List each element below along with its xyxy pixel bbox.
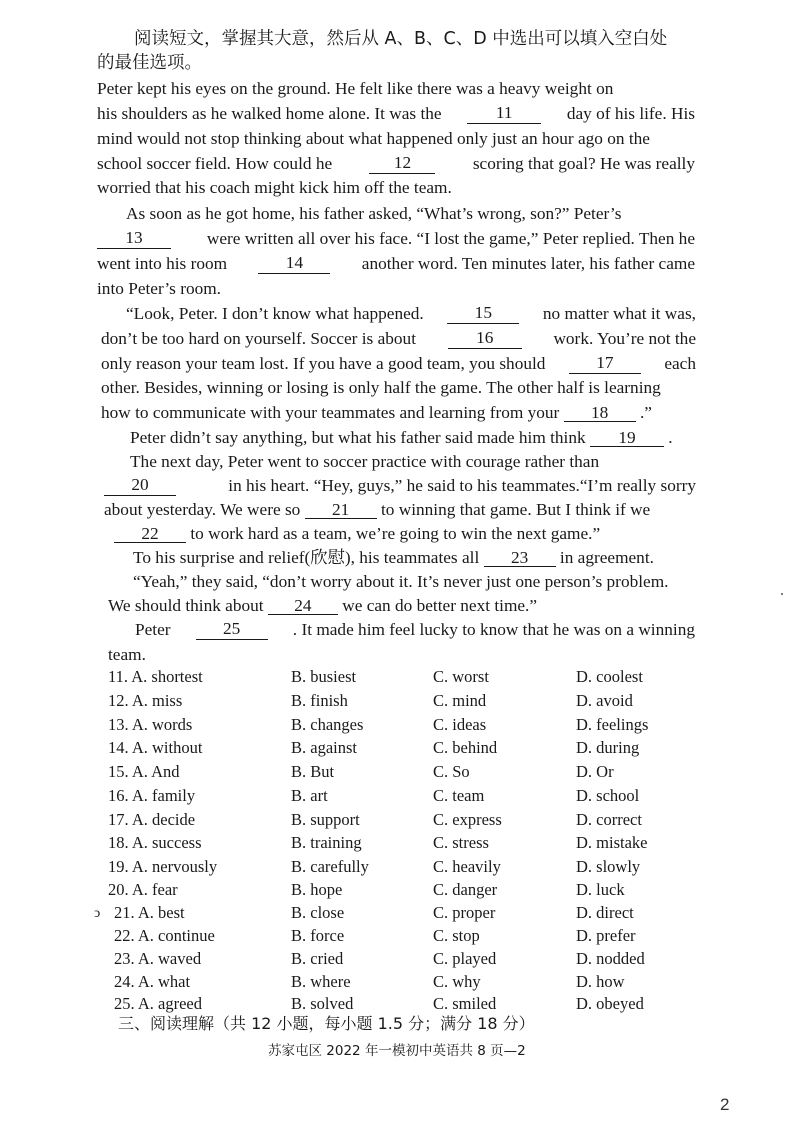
- option-19-a[interactable]: 19. A. nervously: [108, 857, 218, 876]
- option-25-b[interactable]: B. solved: [291, 994, 354, 1013]
- blank-21[interactable]: 21: [305, 501, 377, 519]
- instruction-line-1: 阅读短文，掌握其大意，然后从 A、B、C、D 中选出可以填入空白处: [134, 29, 668, 49]
- option-21-d[interactable]: D. direct: [576, 903, 634, 922]
- option-11-a[interactable]: 11. A. shortest: [108, 667, 203, 686]
- passage-line: 13 were written all over his face. “I lost the game,” Peter replied. Then he: [97, 229, 695, 249]
- option-22-d[interactable]: D. prefer: [576, 926, 636, 945]
- passage-line: 20 in his heart. “Hey, guys,” he said to his teammates.“I’m really sorry: [104, 476, 696, 496]
- option-24-d[interactable]: D. how: [576, 972, 625, 991]
- passage-line: To his surprise and relief(欣慰), his teammates all 23 in agreement.: [133, 548, 654, 567]
- option-21-a[interactable]: 21. A. best: [114, 903, 185, 922]
- speck: [781, 593, 783, 595]
- blank-19[interactable]: 19: [590, 429, 664, 447]
- option-19-c[interactable]: C. heavily: [433, 857, 501, 876]
- blank-12[interactable]: 12: [369, 154, 435, 174]
- option-16-b[interactable]: B. art: [291, 786, 328, 805]
- option-20-a[interactable]: 20. A. fear: [108, 880, 178, 899]
- option-11-d[interactable]: D. coolest: [576, 667, 643, 686]
- passage-line: only reason your team lost. If you have a good team, you should 17 each: [101, 353, 696, 373]
- option-21-b[interactable]: B. close: [291, 903, 345, 922]
- passage-line: Peter didn’t say anything, but what his father said made him think 19 .: [130, 428, 673, 447]
- passage-line: into Peter’s room.: [97, 279, 221, 298]
- option-11-c[interactable]: C. worst: [433, 667, 489, 686]
- page-footer: 苏家屯区 2022 年一模初中英语共 8 页—2: [268, 1043, 526, 1059]
- option-23-c[interactable]: C. played: [433, 949, 497, 968]
- option-13-c[interactable]: C. ideas: [433, 715, 487, 734]
- option-23-a[interactable]: 23. A. waved: [114, 949, 202, 968]
- option-11-b[interactable]: B. busiest: [291, 667, 357, 686]
- option-12-d[interactable]: D. avoid: [576, 691, 633, 710]
- option-20-c[interactable]: C. danger: [433, 880, 498, 899]
- option-14-a[interactable]: 14. A. without: [108, 738, 203, 757]
- option-25-c[interactable]: C. smiled: [433, 994, 497, 1013]
- option-14-b[interactable]: B. against: [291, 738, 357, 757]
- passage-line: “Look, Peter. I don’t know what happened. 15 no matter what it was,: [126, 303, 696, 323]
- blank-17[interactable]: 17: [569, 354, 641, 374]
- section-heading: 三、阅读理解（共 12 小题，每小题 1.5 分；满分 18 分）: [118, 1014, 535, 1033]
- option-14-c[interactable]: C. behind: [433, 738, 498, 757]
- passage-line: Peter kept his eyes on the ground. He felt like there was a heavy weight on: [97, 79, 614, 98]
- option-22-b[interactable]: B. force: [291, 926, 345, 945]
- option-24-c[interactable]: C. why: [433, 972, 481, 991]
- option-15-b[interactable]: B. But: [291, 762, 335, 781]
- option-24-a[interactable]: 24. A. what: [114, 972, 191, 991]
- blank-25[interactable]: 25: [196, 620, 268, 640]
- passage-line: went into his room 14 another word. Ten minutes later, his father came: [97, 253, 695, 273]
- option-13-d[interactable]: D. feelings: [576, 715, 649, 734]
- passage-line: 22 to work hard as a team, we’re going to win the next game.”: [114, 524, 600, 544]
- passage-line: The next day, Peter went to soccer practice with courage rather than: [130, 452, 600, 471]
- option-20-d[interactable]: D. luck: [576, 880, 625, 899]
- option-21-c[interactable]: C. proper: [433, 903, 496, 922]
- passage-line: worried that his coach might kick him off the team.: [97, 178, 452, 197]
- blank-16[interactable]: 16: [448, 329, 522, 349]
- blank-13[interactable]: 13: [97, 229, 171, 249]
- option-17-b[interactable]: B. support: [291, 810, 360, 829]
- passage-line: other. Besides, winning or losing is only half the game. The other half is learning: [101, 378, 661, 397]
- option-13-a[interactable]: 13. A. words: [108, 715, 193, 734]
- passage-line: school soccer field. How could he 12 scoring that goal? He was really: [97, 153, 695, 173]
- blank-23[interactable]: 23: [484, 549, 556, 567]
- option-16-c[interactable]: C. team: [433, 786, 485, 805]
- passage-line: team.: [108, 645, 146, 664]
- passage-line: about yesterday. We were so 21 to winning that game. But I think if we: [104, 500, 651, 519]
- instruction-line-2: 的最佳选项。: [97, 53, 202, 73]
- option-15-a[interactable]: 15. A. And: [108, 762, 180, 781]
- blank-18[interactable]: 18: [564, 404, 636, 422]
- option-20-b[interactable]: B. hope: [291, 880, 343, 899]
- blank-14[interactable]: 14: [258, 254, 330, 274]
- passage-line: don’t be too hard on yourself. Soccer is about 16 work. You’re not the: [101, 328, 696, 348]
- passage-line: how to communicate with your teammates and learning from your 18 .”: [101, 403, 652, 422]
- option-22-c[interactable]: C. stop: [433, 926, 480, 945]
- bracket-mark-icon: ↄ: [94, 906, 101, 921]
- option-16-d[interactable]: D. school: [576, 786, 640, 805]
- option-14-d[interactable]: D. during: [576, 738, 640, 757]
- option-16-a[interactable]: 16. A. family: [108, 786, 196, 805]
- blank-15[interactable]: 15: [447, 304, 519, 324]
- passage-line: As soon as he got home, his father asked, “What’s wrong, son?” Peter’s: [126, 204, 622, 223]
- blank-24[interactable]: 24: [268, 597, 338, 615]
- option-25-a[interactable]: 25. A. agreed: [114, 994, 202, 1013]
- option-23-d[interactable]: D. nodded: [576, 949, 645, 968]
- option-24-b[interactable]: B. where: [291, 972, 351, 991]
- blank-22[interactable]: 22: [114, 525, 186, 543]
- option-12-a[interactable]: 12. A. miss: [108, 691, 183, 710]
- option-19-d[interactable]: D. slowly: [576, 857, 641, 876]
- option-23-b[interactable]: B. cried: [291, 949, 344, 968]
- blank-20[interactable]: 20: [104, 476, 176, 496]
- option-25-d[interactable]: D. obeyed: [576, 994, 644, 1013]
- option-18-c[interactable]: C. stress: [433, 833, 489, 852]
- option-13-b[interactable]: B. changes: [291, 715, 364, 734]
- option-12-b[interactable]: B. finish: [291, 691, 348, 710]
- passage-line: mind would not stop thinking about what happened only just an hour ago on the: [97, 129, 650, 148]
- option-17-a[interactable]: 17. A. decide: [108, 810, 196, 829]
- passage-line: We should think about 24 we can do better next time.”: [108, 596, 538, 615]
- passage-line: Peter 25 . It made him feel lucky to know that he was on a winning: [135, 619, 695, 639]
- option-19-b[interactable]: B. carefully: [291, 857, 369, 876]
- option-15-c[interactable]: C. So: [433, 762, 470, 781]
- option-12-c[interactable]: C. mind: [433, 691, 487, 710]
- option-18-d[interactable]: D. mistake: [576, 833, 648, 852]
- passage-line: his shoulders as he walked home alone. It was the 11 day of his life. His: [97, 103, 695, 123]
- blank-11[interactable]: 11: [467, 104, 541, 124]
- option-18-b[interactable]: B. training: [291, 833, 362, 852]
- option-17-c[interactable]: C. express: [433, 810, 502, 829]
- option-22-a[interactable]: 22. A. continue: [114, 926, 215, 945]
- option-15-d[interactable]: D. Or: [576, 762, 614, 781]
- passage-line: “Yeah,” they said, “don’t worry about it. It’s never just one person’s problem.: [133, 572, 669, 591]
- option-17-d[interactable]: D. correct: [576, 810, 642, 829]
- option-18-a[interactable]: 18. A. success: [108, 833, 202, 852]
- page-number: 2: [720, 1095, 730, 1114]
